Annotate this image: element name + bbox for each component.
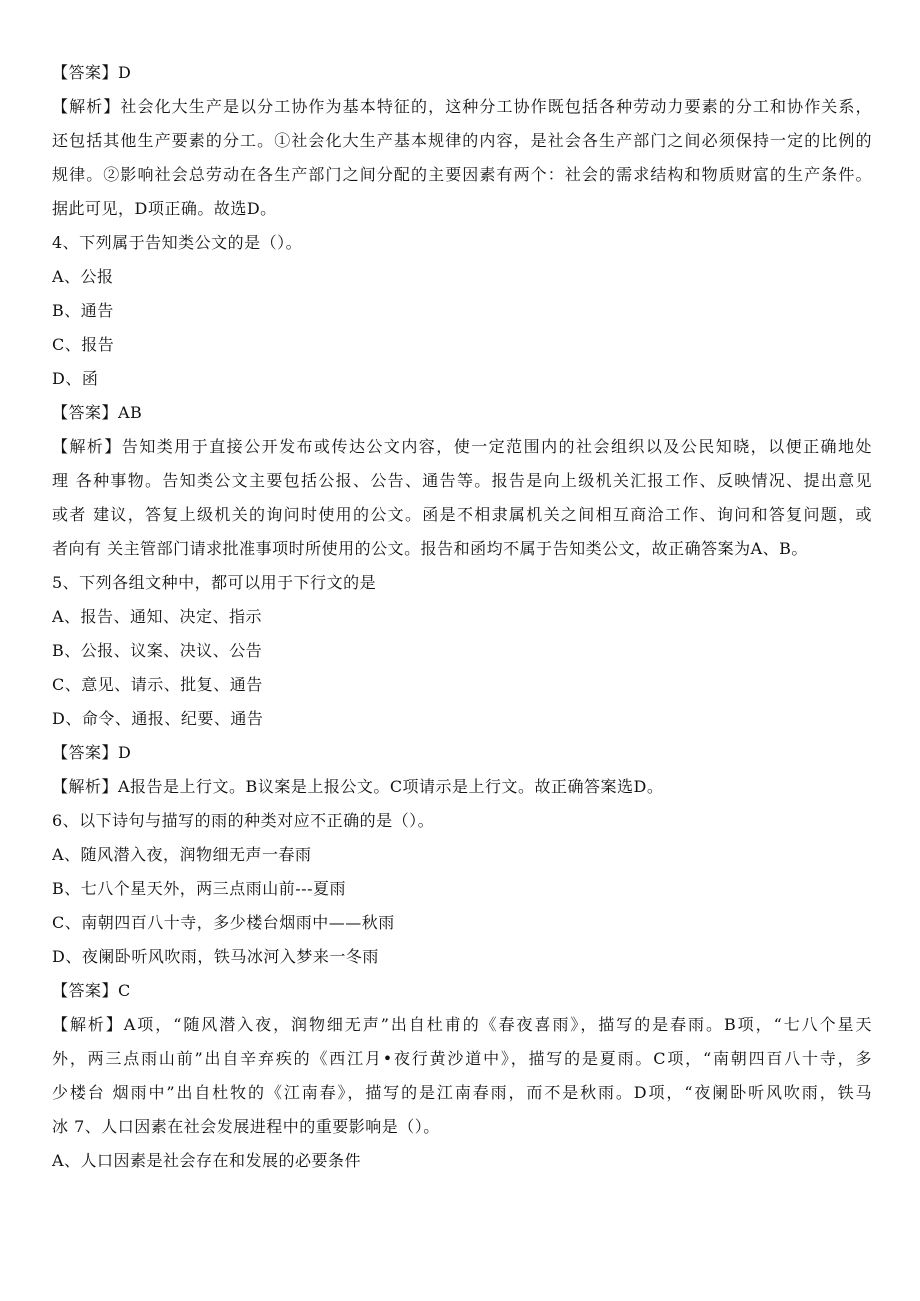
question-6-option-a: A、随风潜入夜，润物细无声一春雨	[52, 845, 312, 864]
answer-label-q3: 【答案】D	[52, 63, 132, 82]
question-6-stem: 6、以下诗句与描写的雨的种类对应不正确的是（）。	[52, 811, 435, 830]
question-6-option-b: B、七八个星天外，两三点雨山前---夏雨	[52, 879, 346, 898]
question-5-stem: 5、下列各组文种中，都可以用于下行文的是	[52, 573, 377, 592]
analysis-text-line: 或者 建议，答复上级机关的询问时使用的公文。函是不相隶属机关之间相互商洽工作、询问和答复问题，或	[52, 505, 872, 524]
question-7-option-a: A、人口因素是社会存在和发展的必要条件	[52, 1151, 362, 1170]
question-4-option-c: C、报告	[52, 335, 115, 354]
question-4-stem: 4、下列属于告知类公文的是（）。	[52, 233, 303, 252]
analysis-text-line: 【解析】A报告是上行文。B议案是上报公文。C项请示是上行文。故正确答案选D。	[52, 777, 664, 796]
analysis-text-line: 者向有 关主管部门请求批准事项时所使用的公文。报告和函均不属于告知类公文，故正确答案为A、B。	[52, 539, 808, 558]
question-5-option-d: D、命令、通报、纪要、通告	[52, 709, 264, 728]
question-5-option-b: B、公报、议案、决议、公告	[52, 641, 263, 660]
analysis-text-line: 少楼台 烟雨中”出自杜牧的《江南春》，描写的是江南春雨，而不是秋雨。D项，“夜阑卧听风吹雨，铁马	[52, 1083, 872, 1102]
analysis-text-line: 还包括其他生产要素的分工。①社会化大生产基本规律的内容，是社会各生产部门之间必须保持一定的比例的	[52, 131, 872, 150]
analysis-text-line: 据此可见，D项正确。故选D。	[52, 199, 277, 218]
analysis-text-line: 规律。②影响社会总劳动在各生产部门之间分配的主要因素有两个：社会的需求结构和物质财富的生产条件。	[52, 165, 872, 184]
question-7-stem: 冰 7、人口因素在社会发展进程中的重要影响是（）。	[52, 1117, 440, 1136]
answer-label-q6: 【答案】C	[52, 981, 131, 1000]
question-4-option-b: B、通告	[52, 301, 114, 320]
question-6-option-d: D、夜阑卧听风吹雨，铁马冰河入梦来一冬雨	[52, 947, 379, 966]
analysis-text-line: 【解析】A项，“随风潜入夜，润物细无声”出自杜甫的《春夜喜雨》，描写的是春雨。B项，“七八个星天	[52, 1015, 872, 1034]
question-5-option-c: C、意见、请示、批复、通告	[52, 675, 263, 694]
question-6-option-c: C、南朝四百八十寺，多少楼台烟雨中——秋雨	[52, 913, 395, 932]
question-4-option-a: A、公报	[52, 267, 114, 286]
analysis-text-line: 理 各种事物。告知类公文主要包括公报、公告、通告等。报告是向上级机关汇报工作、反映情况、提出意见	[52, 471, 872, 490]
analysis-text-line: 外，两三点雨山前”出自辛弃疾的《西江月•夜行黄沙道中》，描写的是夏雨。C项，“南朝四百八十寺，多	[52, 1049, 872, 1068]
answer-label-q4: 【答案】AB	[52, 403, 143, 422]
question-5-option-a: A、报告、通知、决定、指示	[52, 607, 263, 626]
analysis-text-line: 【解析】告知类用于直接公开发布或传达公文内容，使一定范围内的社会组织以及公民知晓，以便正确地处	[52, 437, 872, 456]
analysis-text-line: 【解析】社会化大生产是以分工协作为基本特征的，这种分工协作既包括各种劳动力要素的分工和协作关系，	[52, 97, 872, 116]
answer-label-q5: 【答案】D	[52, 743, 132, 762]
question-4-option-d: D、函	[52, 369, 99, 388]
